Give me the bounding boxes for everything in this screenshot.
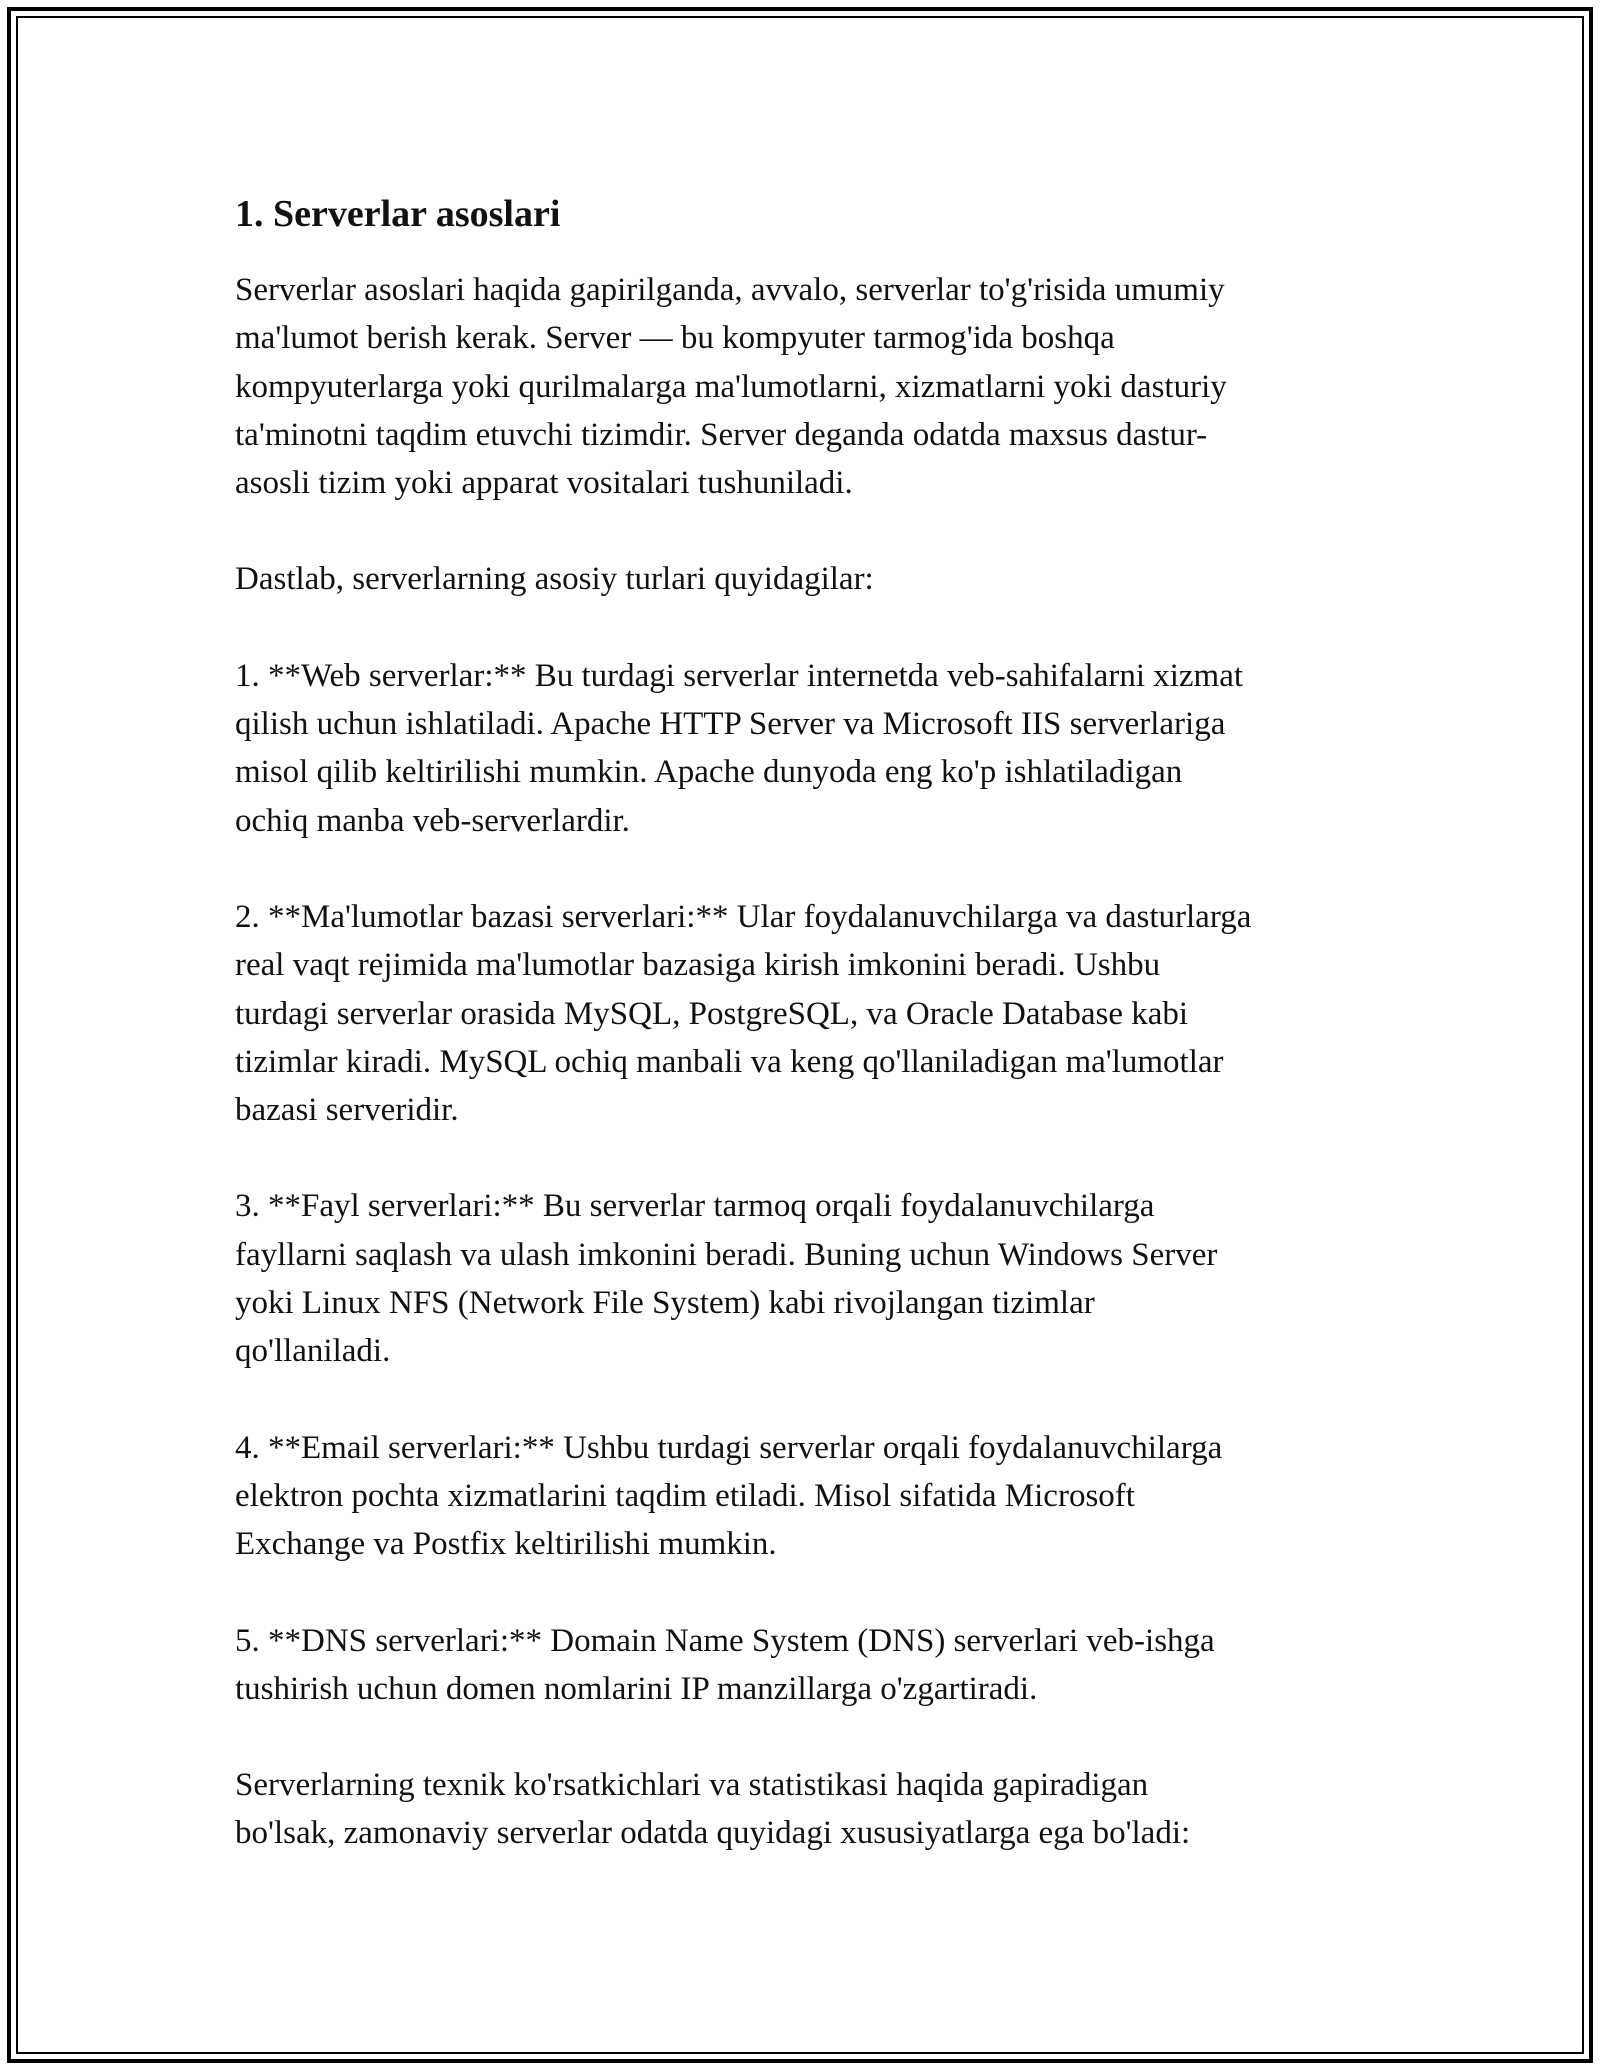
paragraph-intro: Serverlar asoslari haqida gapirilganda, avvalo, serverlar to'g'risida umumiy ma'lumot berish kerak. Server — bu kompyuter tarmog'ida boshqa kompyuterlarga yoki qurilmalarga ma'lumotlarni, xizmatlarni yoki dasturiy ta'minotni taqdim etuvchi tizimdir. Server deganda odatda maxsus dastur- asosli tizim yoki apparat vositalari tushuniladi. <box>235 272 1227 502</box>
list-item-dns-servers: 5. **DNS serverlari:** Domain Name System (DNS) serverlari veb-ishga tushirish uchun domen nomlarini IP manzillarga o'zgartiradi. <box>235 1622 1215 1707</box>
list-item-email-servers: 4. **Email serverlari:** Ushbu turdagi serverlar orqali foydalanuvchilarga elektron pochta xizmatlarini taqdim etiladi. Misol sifatida Microsoft Exchange va Postfix keltirilishi mumkin. <box>235 1429 1223 1563</box>
list-item-web-servers: 1. **Web serverlar:** Bu turdagi serverlar internetda veb-sahifalarni xizmat qilish uchun ishlatiladi. Apache HTTP Server va Microsoft IIS serverlariga misol qilib keltirilishi mumkin. Apache dunyoda eng ko'p ishlatiladigan ochiq manba veb-serverlardir. <box>235 657 1244 839</box>
section-heading: 1. Serverlar asoslari <box>235 193 561 235</box>
paragraph-types-lead: Dastlab, serverlarning asosiy turlari quyidagilar: <box>235 561 874 598</box>
paragraph-technical-specs: Serverlarning texnik ko'rsatkichlari va statistikasi haqida gapiradigan bo'lsak, zamonaviy serverlar odatda quyidagi xususiyatlarga ega bo'ladi: <box>235 1767 1191 1852</box>
document-body <box>235 185 1375 1858</box>
list-item-database-servers: 2. **Ma'lumotlar bazasi serverlari:** Ular foydalanuvchilarga va dasturlarga real vaqt rejimida ma'lumotlar bazasiga kirish imkonini beradi. Ushbu turdagi serverlar orasida MySQL, PostgreSQL, va Oracle Database kabi tizimlar kiradi. MySQL ochiq manbali va keng qo'llaniladigan ma'lumotlar bazasi serveridir. <box>235 898 1252 1129</box>
list-item-file-servers: 3. **Fayl serverlari:** Bu serverlar tarmoq orqali foydalanuvchilarga fayllarni saqlash va ulash imkonini beradi. Buning uchun Windows Server yoki Linux NFS (Network File System) kabi rivojlangan tizimlar qo'llaniladi. <box>235 1188 1218 1370</box>
